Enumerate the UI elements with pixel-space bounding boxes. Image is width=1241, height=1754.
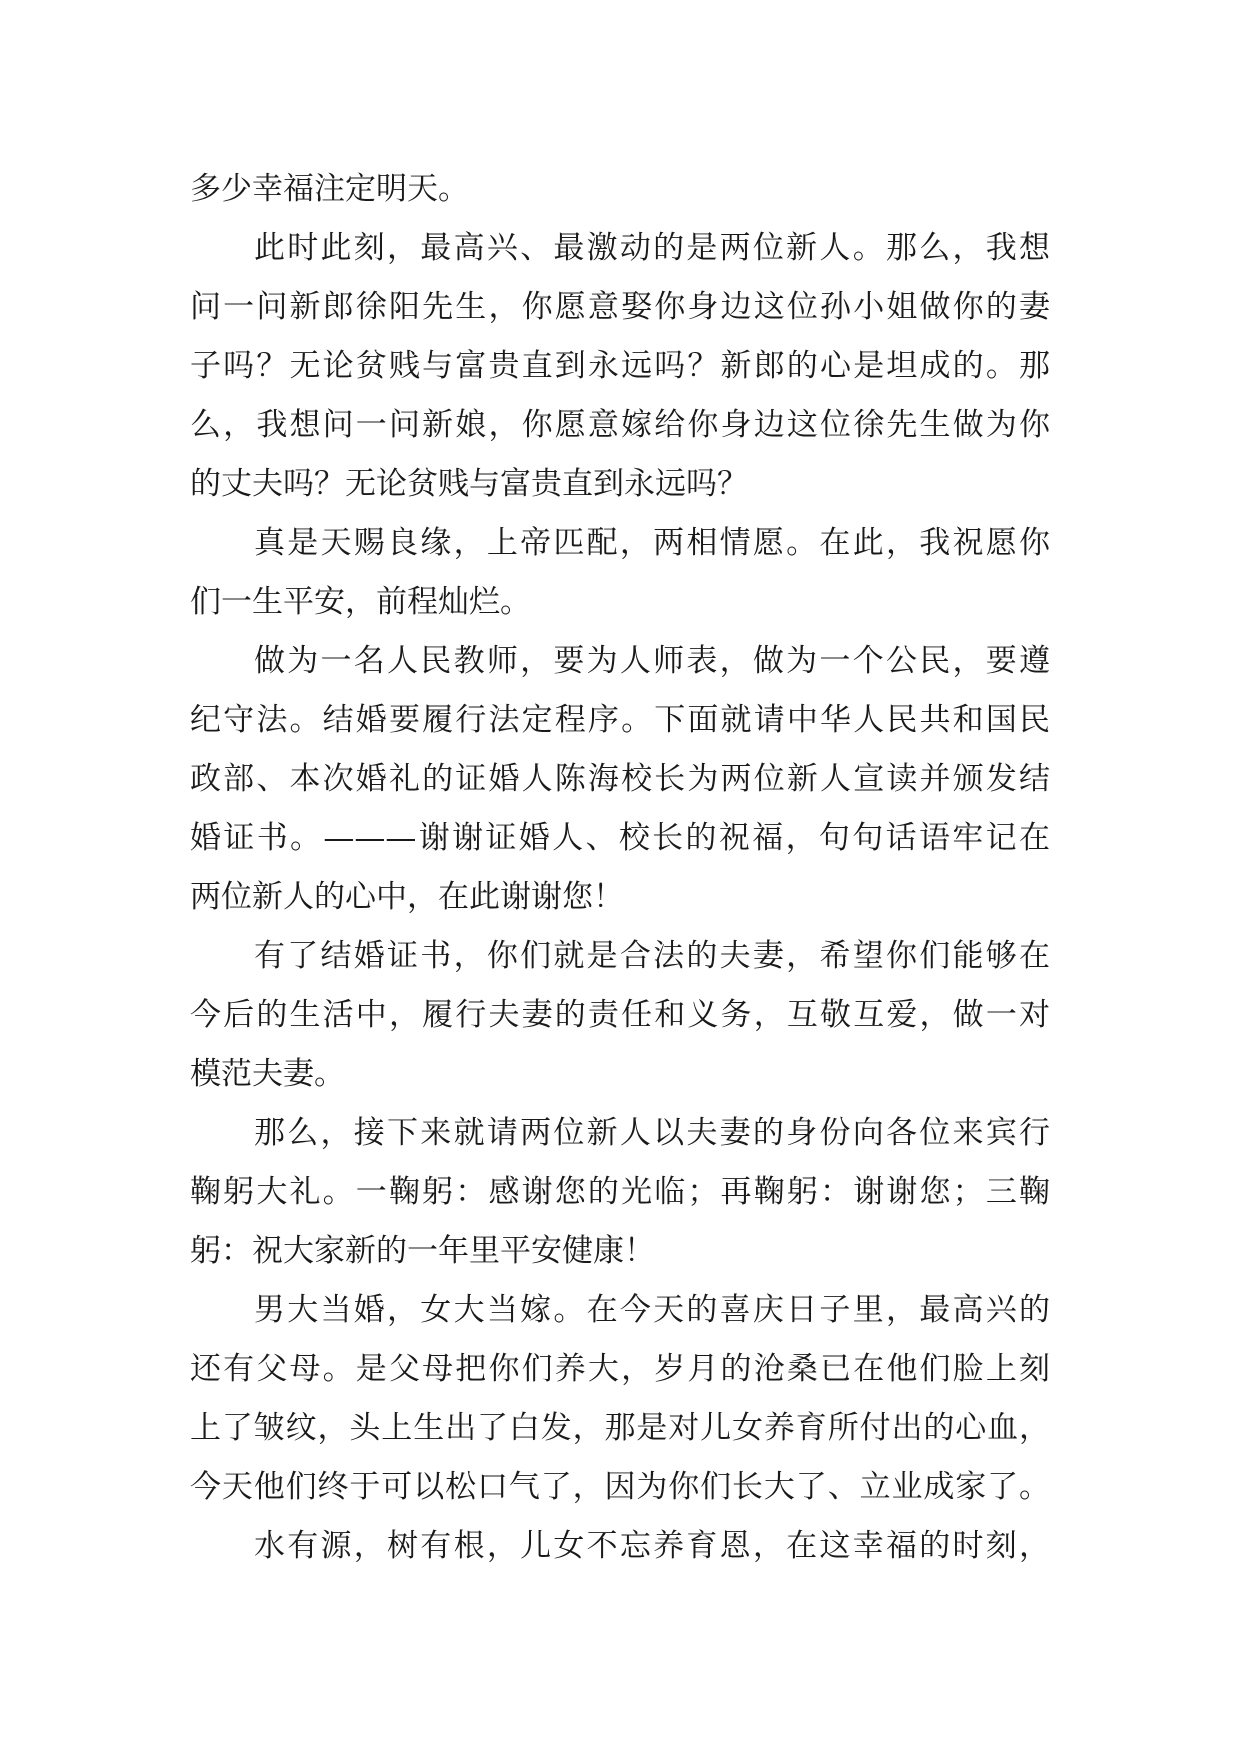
text-line: 的丈夫吗？无论贫贱与富贵直到永远吗？ bbox=[190, 466, 748, 502]
text-line: 们一生平安，前程灿烂。 bbox=[190, 584, 531, 620]
text-line: 躬：祝大家新的一年里平安健康！ bbox=[190, 1233, 655, 1269]
document-body bbox=[190, 160, 1050, 1576]
text-line: 纪守法。结婚要履行法定程序。下面就请中华人民共和国民 bbox=[190, 702, 1050, 738]
text-line: 上了皱纹，头上生出了白发，那是对儿女养育所付出的心血， bbox=[190, 1410, 1050, 1446]
text-line: 么，我想问一问新娘，你愿意嫁给你身边这位徐先生做为你 bbox=[190, 407, 1050, 443]
text-line: 多少幸福注定明天。 bbox=[190, 171, 469, 207]
paragraph-first-line: 此时此刻，最高兴、最激动的是两位新人。那么，我想 bbox=[254, 230, 1050, 266]
paragraph-first-line: 水有源，树有根，儿女不忘养育恩，在这幸福的时刻， bbox=[254, 1528, 1050, 1564]
text-line: 模范夫妻。 bbox=[190, 1056, 345, 1092]
text-line: 政部、本次婚礼的证婚人陈海校长为两位新人宣读并颁发结 bbox=[190, 761, 1050, 797]
text-line: 鞠躬大礼。一鞠躬：感谢您的光临；再鞠躬：谢谢您；三鞠 bbox=[190, 1174, 1050, 1210]
paragraph-first-line: 那么，接下来就请两位新人以夫妻的身份向各位来宾行 bbox=[254, 1115, 1050, 1151]
text-line: 今后的生活中，履行夫妻的责任和义务，互敬互爱，做一对 bbox=[190, 997, 1050, 1033]
text-line: 两位新人的心中，在此谢谢您！ bbox=[190, 879, 624, 915]
text-line: 婚证书。———谢谢证婚人、校长的祝福，句句话语牢记在 bbox=[190, 820, 1050, 856]
paragraph-first-line: 男大当婚，女大当嫁。在今天的喜庆日子里，最高兴的 bbox=[254, 1292, 1050, 1328]
paragraph-first-line: 真是天赐良缘，上帝匹配，两相情愿。在此，我祝愿你 bbox=[254, 525, 1050, 561]
text-line: 今天他们终于可以松口气了，因为你们长大了、立业成家了。 bbox=[190, 1469, 1050, 1505]
text-line: 问一问新郎徐阳先生，你愿意娶你身边这位孙小姐做你的妻 bbox=[190, 289, 1050, 325]
text-line: 子吗？无论贫贱与富贵直到永远吗？新郎的心是坦成的。那 bbox=[190, 348, 1050, 384]
paragraph-first-line: 做为一名人民教师，要为人师表，做为一个公民，要遵 bbox=[254, 643, 1050, 679]
paragraph-first-line: 有了结婚证书，你们就是合法的夫妻，希望你们能够在 bbox=[254, 938, 1050, 974]
text-line: 还有父母。是父母把你们养大，岁月的沧桑已在他们脸上刻 bbox=[190, 1351, 1050, 1387]
